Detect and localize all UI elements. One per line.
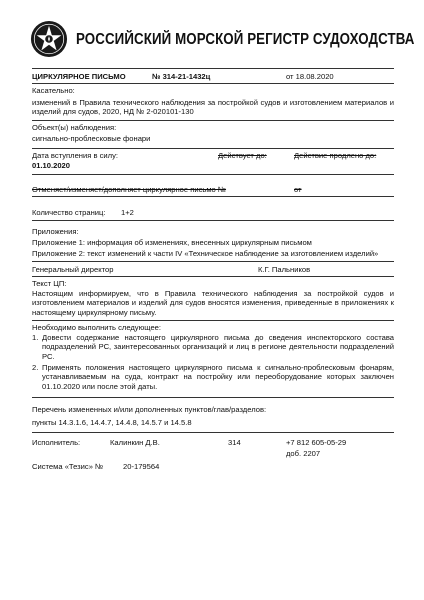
changed-items-text: пункты 14.3.1.6, 14.4.7, 14.4.8, 14.5.7 и 14.5.8 <box>32 418 192 427</box>
required-item <box>32 363 394 391</box>
signer-position: Генеральный директор <box>32 265 114 274</box>
subject-label: Касательно: <box>32 86 75 95</box>
attachments-label: Приложения: <box>32 227 79 236</box>
extended-until-label: Действие продлено до: <box>294 151 377 160</box>
required-item-text: Довести содержание настоящего циркулярного письма до сведения инспекторского состава подразделений РС, заинтересованных организаций и лиц в регионе деятельности подразделений РС. <box>42 333 394 361</box>
valid-until-label: Действует до: <box>218 151 267 160</box>
required-item-text: Применять положения настоящего циркулярного письма к сигнально-проблесковым фонарям, устанавливаемым на суда, контракт на постройку или переоборудование которых заключен 01.10.2020 или после этой даты. <box>42 363 394 391</box>
required-item <box>32 333 394 361</box>
changed-items-label: Перечень измененных и/или дополненных пунктов/глав/разделов: <box>32 405 267 414</box>
doc-date: от 18.08.2020 <box>286 72 334 81</box>
cp-text-label: Текст ЦП: <box>32 279 67 288</box>
effective-date-label: Дата вступления в силу: <box>32 151 118 160</box>
doc-type: ЦИРКУЛЯРНОЕ ПИСЬМО <box>32 72 126 81</box>
rs-logo-icon <box>30 20 68 58</box>
thesis-label: Система «Тезис» № <box>32 462 104 471</box>
cp-text-body: Настоящим информируем, что в Правила технического наблюдения за постройкой судов и изготовлением материалов и изделий для судов вносятся изменения, приведенные в приложениях к настоящему циркулярному письму. <box>32 289 394 317</box>
thesis-value: 20-179564 <box>123 462 160 471</box>
signer-name: К.Г. Пальников <box>258 265 311 274</box>
attachment-item: Приложение 2: текст изменений к части IV «Техническое наблюдение за изготовлением изделий» <box>32 249 379 258</box>
executor-code: 314 <box>228 438 241 447</box>
required-item-number: 2. <box>32 363 39 372</box>
cancels-label: Отменяет/изменяет/дополняет циркулярное письмо № <box>32 185 227 194</box>
attachment-item: Приложение 1: информация об изменениях, внесенных циркулярным письмом <box>32 238 312 247</box>
executor-phone: +7 812 605-05-29 <box>286 438 347 447</box>
pages-label: Количество страниц: <box>32 208 106 217</box>
cancels-from: от <box>294 185 302 194</box>
org-name: РОССИЙСКИЙ МОРСКОЙ РЕГИСТР СУДОХОДСТВА <box>76 31 415 48</box>
executor-name: Калинкин Д.В. <box>110 438 160 447</box>
effective-date-value: 01.10.2020 <box>32 161 71 170</box>
executor-ext: доб. 2207 <box>286 449 321 458</box>
pages-value: 1+2 <box>121 208 134 217</box>
doc-number: № 314-21-1432ц <box>152 72 211 81</box>
required-item-number: 1. <box>32 333 39 342</box>
objects-text: сигнально-проблесковые фонари <box>32 134 151 143</box>
objects-label: Объект(ы) наблюдения: <box>32 123 117 132</box>
subject-text: изменений в Правила технического наблюдения за постройкой судов и изготовлением материалов и изделий для судов, 2020, НД № 2-020101-130 <box>32 98 394 117</box>
required-label: Необходимо выполнить следующее: <box>32 323 162 332</box>
executor-label: Исполнитель: <box>32 438 81 447</box>
